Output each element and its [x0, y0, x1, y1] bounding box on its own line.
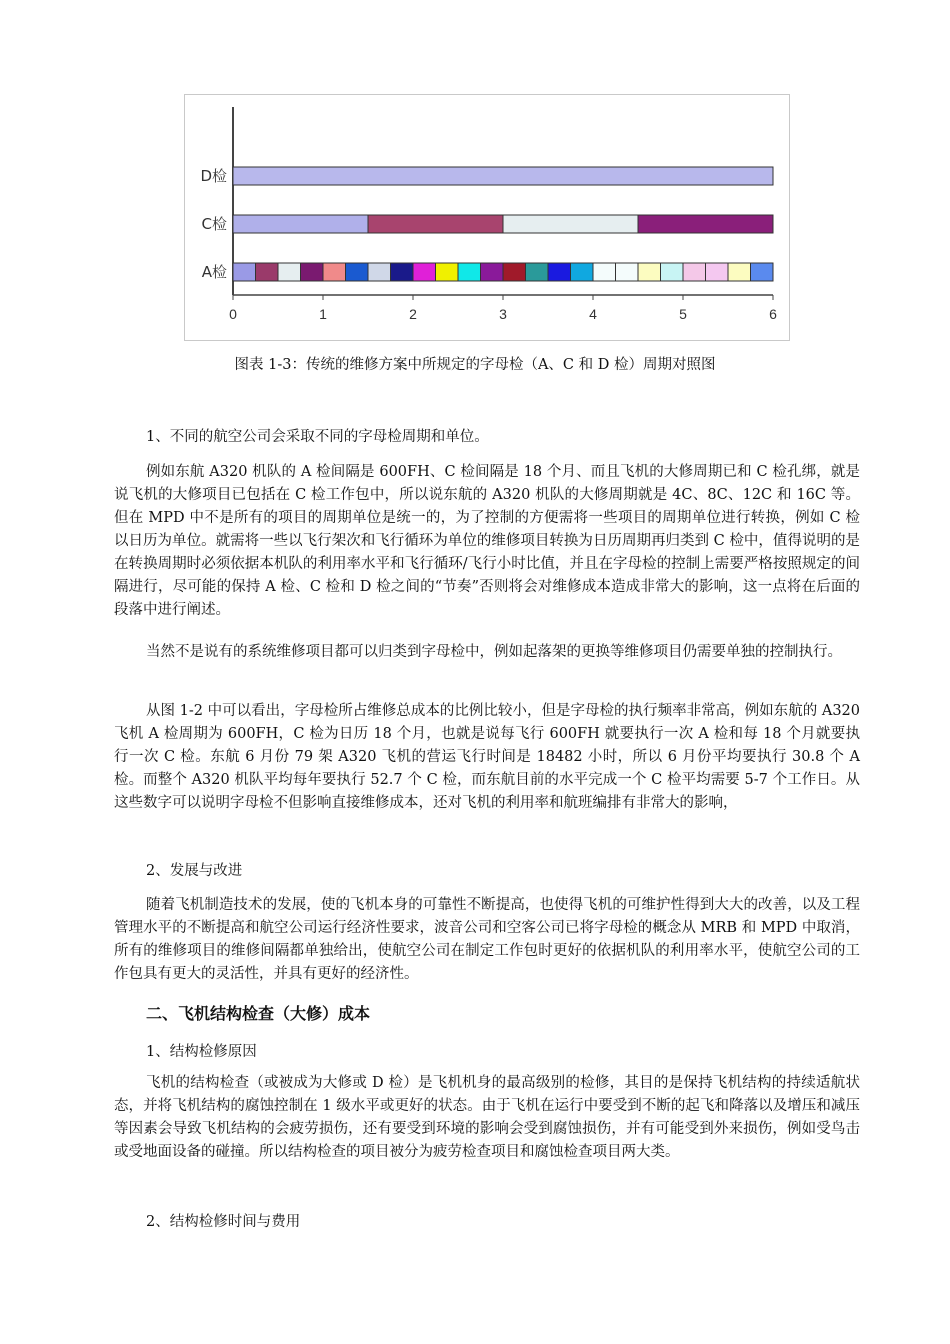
bar-segment	[526, 263, 549, 281]
bar-segment	[368, 263, 391, 281]
paragraph-5: 随着飞机制造技术的发展，使的飞机本身的可靠性不断提高，也使得飞机的可维护性得到大大的改善，以及工程管理水平的不断提高和航空公司运行经济性要求，波音公司和空客公司已将字母检的概念从 MRB 和 MPD 中取消，所有的维修项目的维修间隔都单独给出，使航空公司在制定工作包时更好的依据机队的利用率水平，使航空公司的工作包具有更大的灵活性，并具有更好的经济性。	[114, 897, 860, 982]
bar-segment	[751, 263, 774, 281]
bar-segment	[278, 263, 301, 281]
subheading-reason: 1、结构检修原因	[146, 1044, 257, 1060]
bar-segment	[233, 167, 773, 185]
subheading-development: 2、发展与改进	[146, 863, 243, 879]
bar-segment	[301, 263, 324, 281]
paragraph-2: 例如东航 A320 机队的 A 检间隔是 600FH、C 检间隔是 18 个月、而且飞机的大修周期已和 C 检孔绑，就是说飞机的大修项目已包括在 C 检工作包中，所以说东航的 A320 机队的大修周期就是 4C、8C、12C 和 16C 等。但在 MPD 中不是所有的项目的周期单位是统一的，为了控制的方便需将一些项目的周期单位进行转换，例如 C 检以日历为单位。就需将一些以飞行架次和飞行循环为单位的维修项目转换为日历周期再归类到 C 检中，值得说明的是在转换周期时必须依据本机队的利用率水平和飞行循环/飞行小时比值，并且在字母检的控制上需要严格按照规定的间隔进行，尽可能的保持 A 检、C 检和 D 检之间的“节奏”否则将会对维修成本造成非常大的影响，这一点将在后面的段落中进行阐述。	[114, 464, 860, 618]
bar-segment	[413, 263, 436, 281]
bar-segment	[593, 263, 616, 281]
paragraph-6: 飞机的结构检查（或被成为大修或 D 检）是飞机机身的最高级别的检修，其目的是保持飞机结构的持续适航状态，并将飞机结构的腐蚀控制在 1 级水平或更好的状态。由于飞机在运行中要受到不断的起飞和降落以及增压和减压等因素会导致飞机结构的会疲劳损伤，还有要受到环境的影响会受到腐蚀损伤，并有可能受到外来损伤，例如受鸟击或受地面设备的碰撞。所以结构检查的项目被分为疲劳检查项目和腐蚀检查项目两大类。	[114, 1075, 860, 1160]
subheading-time-cost: 2、结构检修时间与费用	[146, 1214, 301, 1230]
figure-caption: 图表 1-3：传统的维修方案中所规定的字母检（A、C 和 D 检）周期对照图	[234, 357, 716, 373]
paragraph-3: 当然不是说有的系统维修项目都可以归类到字母检中，例如起落架的更换等维修项目仍需要单独的控制执行。	[146, 644, 842, 660]
bar-segment	[683, 263, 706, 281]
paragraph-4: 从图 1-2 中可以看出，字母检所占维修总成本的比例比较小，但是字母检的执行频率非常高，例如东航的 A320 飞机 A 检周期为 600FH，C 检为日历 18 个月，也就是说每飞行 600FH 就要执行一次 A 检和每 18 个月就要执行一次 C 检。东航 6 月份 79 架 A320 飞机的营运飞行时间是 18482 小时，所以 6 月份平均要执行 30.8 个 A 检。而整个 A320 机队平均每年要执行 52.7 个 C 检，而东航目前的水平完成一个 C 检平均需要 5-7 个工作日。从这些数字可以说明字母检不但影响直接维修成本，还对飞机的利用率和航班编排有非常大的影响，	[114, 703, 860, 811]
bar-segment	[706, 263, 729, 281]
x-tick-label: 5	[679, 306, 687, 322]
x-tick-label: 4	[589, 306, 597, 322]
bar-segment	[256, 263, 279, 281]
bar-segment	[616, 263, 639, 281]
category-label: D检	[200, 167, 227, 185]
section-heading-structure: 二、飞机结构检查（大修）成本	[146, 1004, 371, 1023]
bar-segment	[436, 263, 459, 281]
bar-segment	[391, 263, 414, 281]
category-label: A检	[201, 263, 227, 281]
bar-segment	[368, 215, 503, 233]
check-cycle-chart	[184, 94, 790, 341]
x-tick-label: 6	[769, 306, 777, 322]
bar-chart-svg	[185, 95, 789, 340]
bar-segment	[458, 263, 481, 281]
bar-segment	[346, 263, 369, 281]
bar-segment	[503, 215, 638, 233]
x-tick-label: 2	[409, 306, 417, 322]
x-tick-label: 0	[229, 306, 237, 322]
x-tick-label: 1	[319, 306, 327, 322]
bar-segment	[233, 215, 368, 233]
paragraph-1: 1、不同的航空公司会采取不同的字母检周期和单位。	[146, 429, 489, 445]
bar-segment	[481, 263, 504, 281]
bar-segment	[571, 263, 594, 281]
bar-segment	[638, 215, 773, 233]
x-tick-label: 3	[499, 306, 507, 322]
bar-segment	[233, 263, 256, 281]
bar-segment	[728, 263, 751, 281]
bar-segment	[548, 263, 571, 281]
bar-segment	[323, 263, 346, 281]
bar-segment	[503, 263, 526, 281]
bar-segment	[661, 263, 684, 281]
bar-segment	[638, 263, 661, 281]
category-label: C检	[201, 215, 227, 233]
